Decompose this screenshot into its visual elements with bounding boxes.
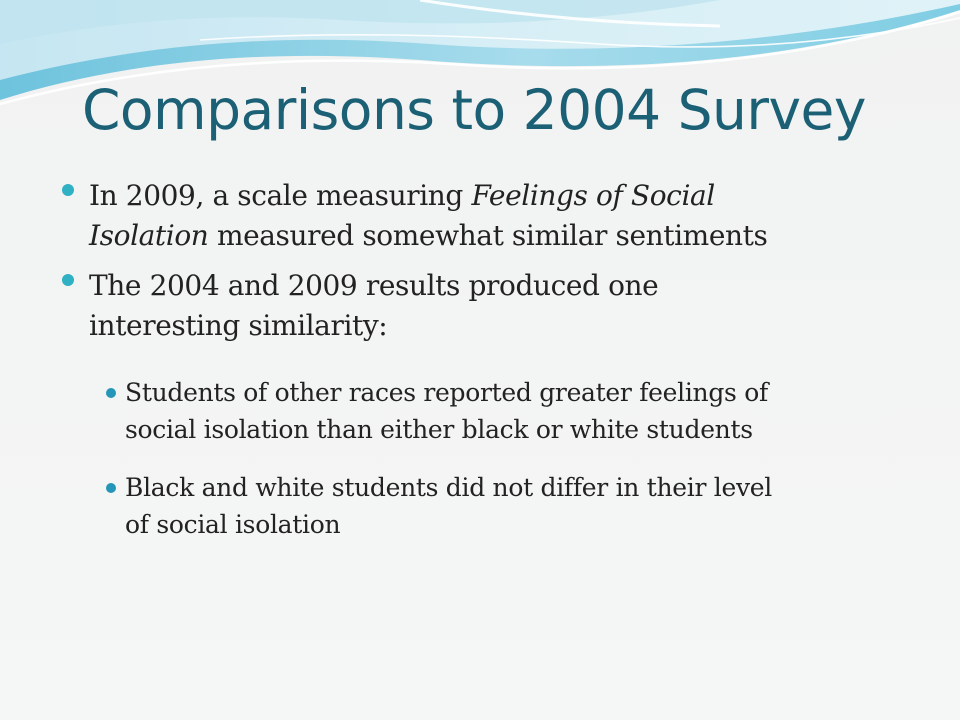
bullet-dot-icon [62, 274, 74, 286]
bullet-text: measured somewhat similar sentiments [208, 219, 768, 252]
sub-bullet-line: social isolation than either black or white students [125, 415, 753, 444]
sub-bullet-line: Black and white students did not differ in their level [125, 473, 772, 502]
sub-bullet-dot-icon [106, 388, 116, 398]
bullet-text-italic: Isolation [89, 219, 209, 252]
bullet-text-italic: Feelings of Social [471, 179, 715, 212]
bullet-line: The 2004 and 2009 results produced one [89, 269, 659, 302]
sub-bullet-line: of social isolation [125, 510, 341, 539]
bullet-item [62, 266, 922, 346]
bullet-item [62, 176, 922, 256]
bullet-dot-icon [62, 184, 74, 196]
bullet-line [89, 216, 922, 256]
bullet-text: In 2009, a scale measuring [89, 179, 472, 212]
sub-bullet-item [106, 374, 922, 448]
slide-body [62, 176, 922, 564]
sub-bullet-line: Students of other races reported greater feelings of [125, 378, 768, 407]
sub-bullet-dot-icon [106, 483, 116, 493]
bullet-line: interesting similarity: [89, 309, 388, 342]
sub-bullet-list [62, 374, 922, 543]
bullet-line [89, 176, 922, 216]
sub-bullet-item [106, 469, 922, 543]
slide-title: Comparisons to 2004 Survey [82, 78, 866, 142]
